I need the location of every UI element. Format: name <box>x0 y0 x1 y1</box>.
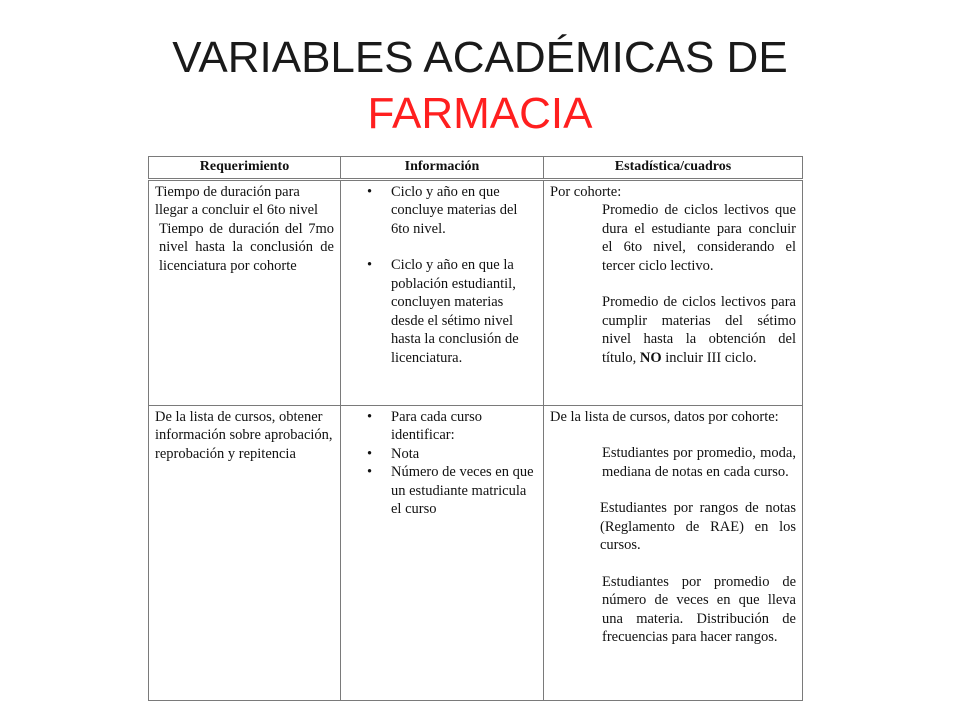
cell-requerimiento <box>149 405 341 700</box>
list-item <box>367 463 537 519</box>
estadistica-item-3: Estudiantes por promedio de número de veces en que lleva una materia. Distribución de frecuencias para hacer rangos. <box>602 573 796 645</box>
bullet-icon: • <box>367 183 373 200</box>
requirements-table <box>148 156 803 701</box>
list-item <box>367 408 537 445</box>
bullet-icon: • <box>367 257 373 273</box>
document-table-image <box>148 156 802 694</box>
cell-requerimiento <box>149 179 341 405</box>
slide-title <box>0 30 960 142</box>
list-item-text: Ciclo y año en que concluye materias del 6to nivel. <box>391 183 518 237</box>
cell-informacion <box>341 179 544 405</box>
header-requerimiento: Requerimiento <box>149 157 341 180</box>
list-item-text: Nota <box>391 445 420 462</box>
list-item <box>367 183 537 239</box>
estadistica-intro: Por cohorte: <box>550 183 622 200</box>
requerimiento-text-2: Tiempo de duración del 7mo nivel hasta la conclusión de licenciatura por cohorte <box>159 220 334 274</box>
requerimiento-text-1: Tiempo de duración para llegar a concluir el 6to nivel <box>155 183 319 218</box>
cell-estadistica <box>544 405 803 700</box>
list-item-text: Ciclo y año en que la población estudiantil, concluyen materias desde el sétimo nivel hasta la conclusión de licenciatura. <box>391 257 519 366</box>
list-item-text: Para cada curso identificar: <box>391 408 482 443</box>
bullet-icon: • <box>367 408 373 425</box>
informacion-list <box>347 183 537 368</box>
estadistica-item-2-bold: NO <box>639 349 662 366</box>
list-item-text: Número de veces en que un estudiante matricula el curso <box>391 464 534 517</box>
requerimiento-text-1: De la lista de cursos, obtener información sobre aprobación, reprobación y repitencia <box>155 408 333 462</box>
bullet-icon: • <box>367 464 373 480</box>
cell-estadistica <box>544 179 803 405</box>
estadistica-item-2: Estudiantes por rangos de notas (Reglamento de RAE) en los cursos. <box>600 500 796 553</box>
estadistica-item-2 <box>602 293 796 367</box>
estadistica-item-2-tail: incluir III ciclo. <box>665 349 757 366</box>
table-header-row <box>149 157 803 180</box>
list-item <box>367 256 537 367</box>
table-row <box>149 405 803 700</box>
estadistica-item-2-text: Promedio de ciclos lectivos para cumplir materias del sétimo nivel hasta la obtención del título, <box>602 294 796 366</box>
estadistica-item-1: Promedio de ciclos lectivos que dura el estudiante para concluir el 6to nivel, considerando el tercer ciclo lectivo. <box>602 202 796 274</box>
title-line-2-accent: FARMACIA <box>367 89 593 138</box>
list-item <box>367 445 537 464</box>
table-row <box>149 179 803 405</box>
bullet-icon: • <box>367 445 373 462</box>
estadistica-intro: De la lista de cursos, datos por cohorte: <box>550 408 779 425</box>
informacion-list <box>347 408 537 519</box>
cell-informacion <box>341 405 544 700</box>
header-informacion: Información <box>341 157 544 180</box>
estadistica-item-1: Estudiantes por promedio, moda, mediana de notas en cada curso. <box>602 445 796 480</box>
header-estadistica: Estadística/cuadros <box>544 157 803 180</box>
title-line-1: VARIABLES ACADÉMICAS DE <box>172 33 788 82</box>
